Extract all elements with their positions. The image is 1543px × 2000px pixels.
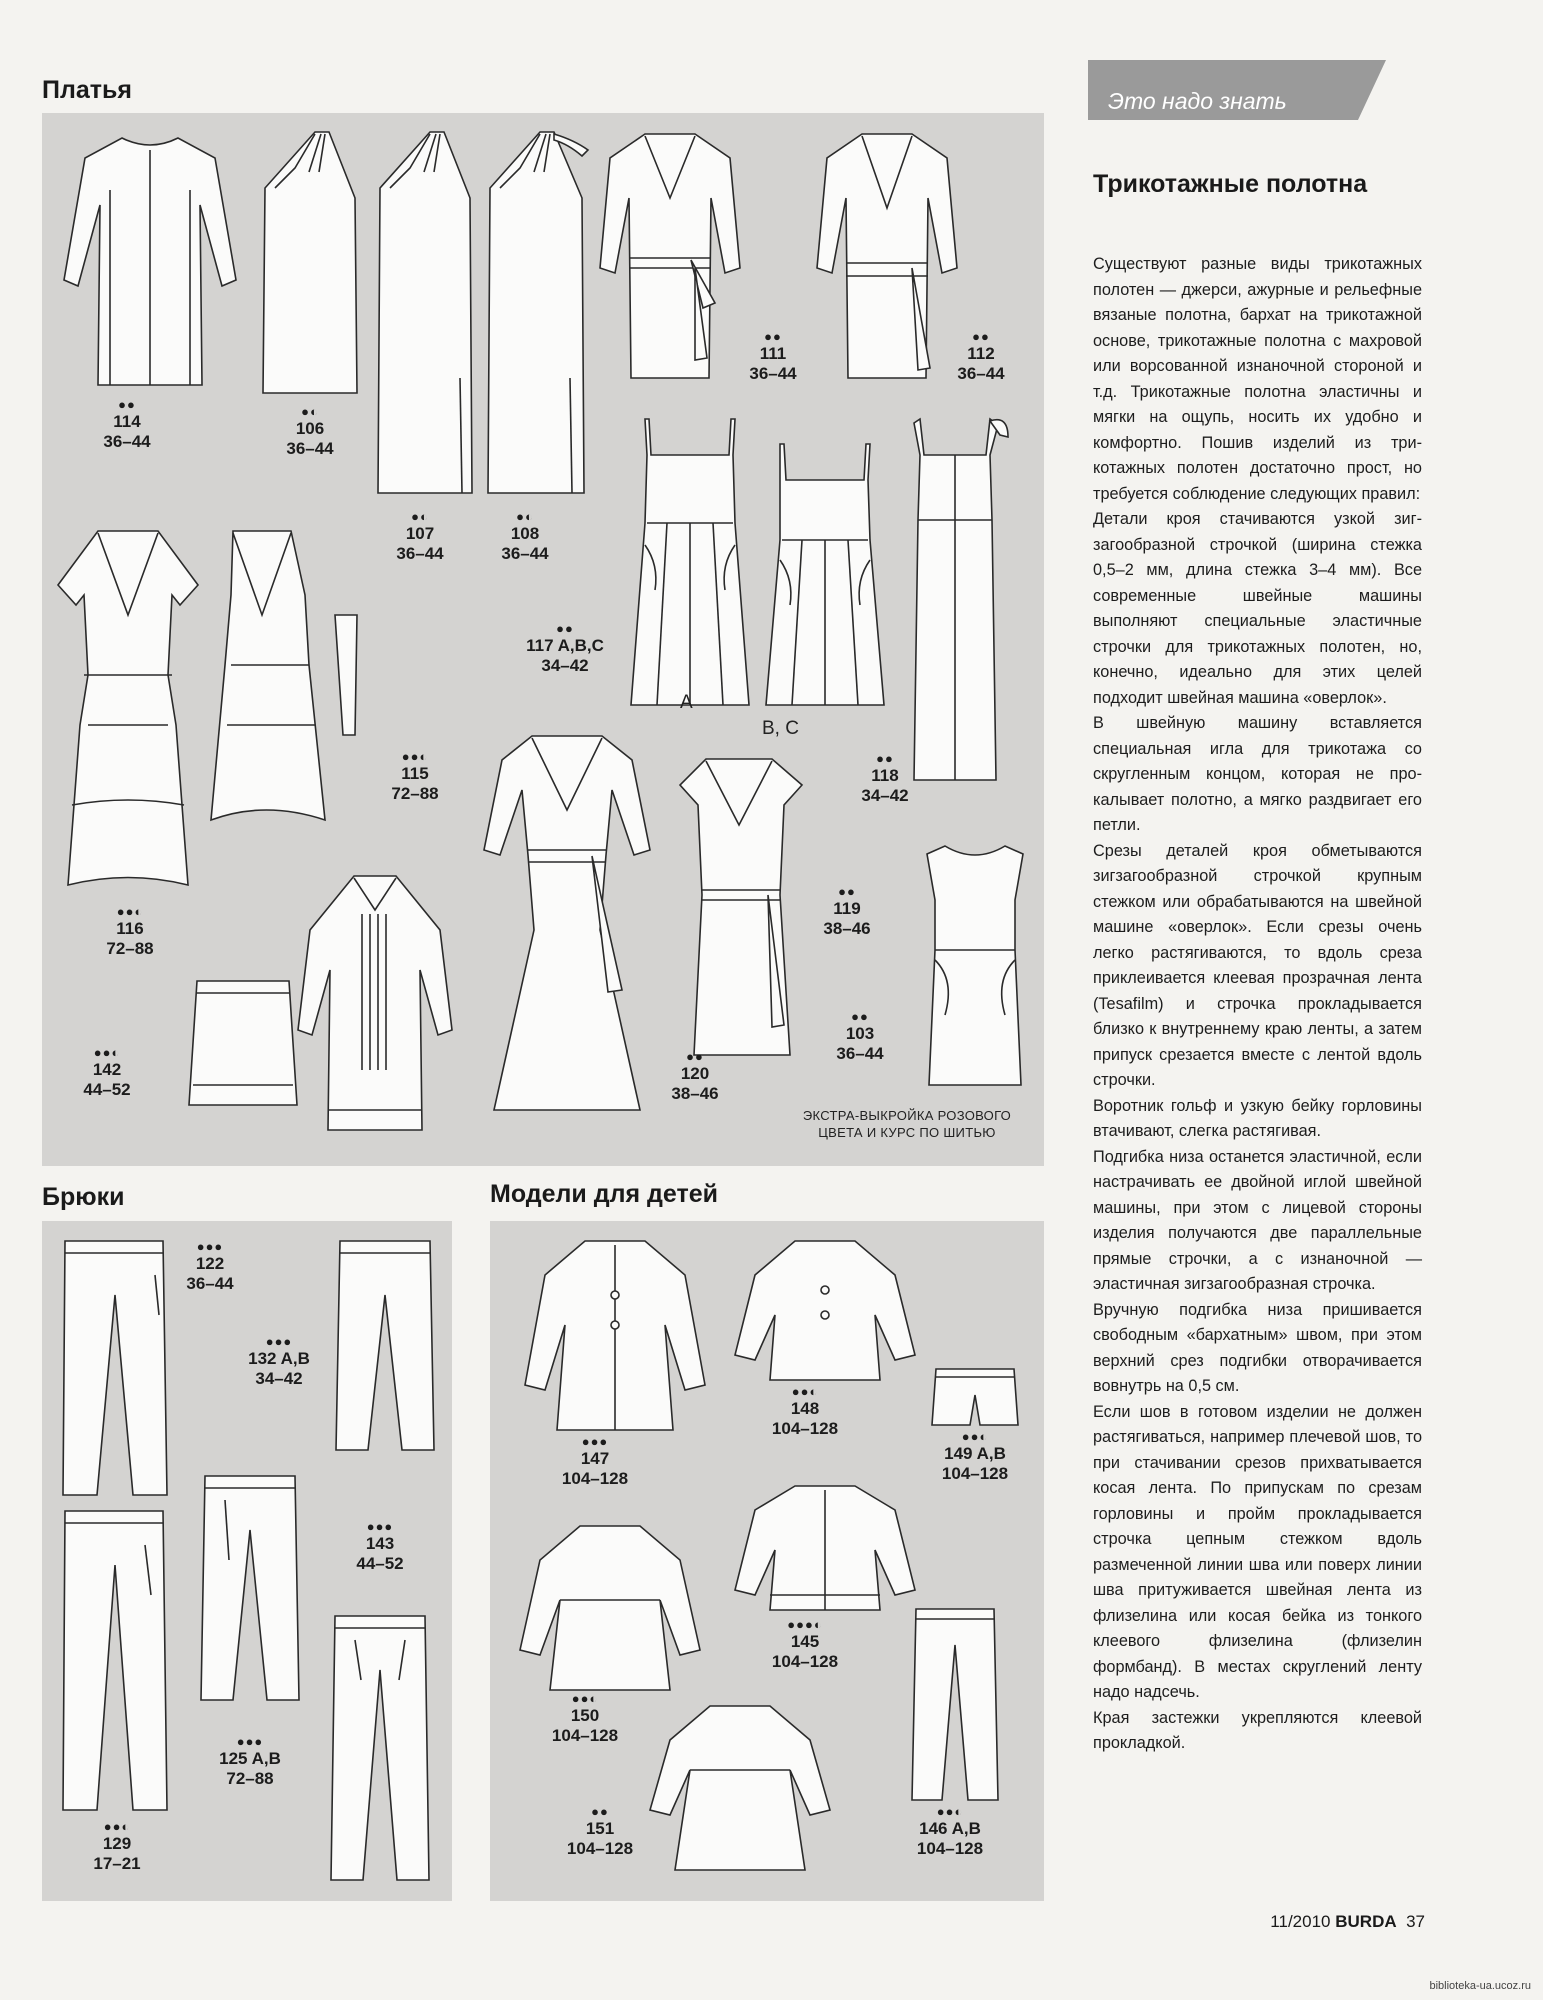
extra-pattern-note: ЭКСТРА-ВЫКРОЙКА РОЗОВОГО ЦВЕТА И КУРС ПО ШИТЬЮ (802, 1108, 1012, 1140)
dress-107-drawing (370, 128, 480, 498)
model-label-111: ●● 111 36–44 (749, 329, 797, 383)
model-label-112: ●● 112 36–44 (957, 329, 1005, 383)
sidebar-paragraph: В швейную машину вставляется специальная игла для трикотажа со скругленным концом, которая не прокалывает полотно, а мягко раздвигает его петли. (1093, 714, 1422, 834)
model-label-148: ●●◐ 148 104–128 (771, 1384, 839, 1438)
dress-108-drawing (478, 128, 598, 498)
model-label-150: ●●◐ 150 104–128 (551, 1691, 619, 1745)
trousers-132-drawing (330, 1235, 440, 1455)
model-label-142: ●●◐ 142 44–52 (83, 1045, 131, 1099)
model-label-146: ●●◐ 146 A,B 104–128 (916, 1804, 984, 1858)
model-label-125: ●●● 125 A,B 72–88 (219, 1734, 281, 1788)
model-label-149: ●●◐ 149 A,B 104–128 (941, 1429, 1009, 1483)
view-label-a: A (680, 692, 693, 713)
model-label-145: ●●●◐ 145 104–128 (771, 1617, 839, 1671)
footer-issue: 11/2010 (1270, 1912, 1331, 1931)
model-label-129: ●●◐ 129 17–21 (93, 1819, 141, 1873)
model-label-117: ●● 117 A,B,C 34–42 (526, 621, 604, 675)
sidebar-paragraph: Существуют разные виды трикотажных полотен — джерси, ажурные и рельефные вязаные полотна, бархат на трикотажной основе, трикотажные полотна с махровой или ворсованной изнаночной стороной и т.д. Трикотажные полотна эластичны и мягки на ощупь, носить их удобно и комфортно. Пошив изделий из трикотажных полотен достаточно прост, но требуется соблюдение следующих правил: (1093, 255, 1422, 503)
model-label-119: ●● 119 38–46 (823, 884, 871, 938)
top-150-drawing (510, 1520, 710, 1695)
dress-151-drawing (640, 1700, 840, 1875)
page-footer (1270, 1912, 1425, 1932)
model-label-122: ●●● 122 36–44 (186, 1239, 234, 1293)
model-label-114: ●● 114 36–44 (103, 397, 151, 451)
trousers-129-drawing (55, 1505, 175, 1815)
model-label-107: ●◐ 107 36–44 (396, 509, 444, 563)
dress-118-drawing (900, 415, 1010, 785)
sidebar-paragraph: Подгибка низа останется эластичной, если настрачивать ее двойной иглой швейной машины, при этом с лицевой стороны изделия получаются две параллельные прямые строчки, а с изнаночной — эластичная зигзагообразная строчка. (1093, 1147, 1422, 1293)
section-title-trousers: Брюки (42, 1183, 125, 1211)
jacket-145-drawing (725, 1480, 925, 1615)
coat-147-drawing (515, 1235, 715, 1435)
model-label-103: ●● 103 36–44 (836, 1009, 884, 1063)
dress-120-drawing (472, 730, 662, 1115)
sidebar-paragraph: Края застежки укрепляются клеевой прокладкой. (1093, 1708, 1422, 1752)
sidebar-body (1093, 252, 1422, 1757)
dress-106-drawing (255, 128, 365, 398)
dress-103-drawing (915, 840, 1035, 1090)
sidebar-title: Трикотажные полотна (1093, 170, 1368, 198)
dress-119-drawing (672, 755, 812, 1065)
sidebar-paragraph: Срезы деталей кроя обметываются зигзагообразной строчкой крупным стежком или обрабатываются на швейной машине «оверлок». Если срезы очень легко растягиваются, то вдоль среза приклеивается клеевая прозрачная лента (Tesafilm) и строчка прокладывается близко к внутреннему краю ленты, а затем припуск срезается вместе с лентой вдоль строчки. (1093, 841, 1422, 1089)
sidebar-paragraph: Вручную подгибка низа пришивается свободным «бархатным» швом, при этом верхний срез подгибки отворачивается вовнутрь на 0,5 см. (1093, 1300, 1422, 1395)
model-label-147: ●●● 147 104–128 (561, 1434, 629, 1488)
model-label-120: ●● 120 38–46 (671, 1049, 719, 1103)
model-label-118: ●● 118 34–42 (861, 751, 909, 805)
model-label-116: ●●◐ 116 72–88 (106, 904, 154, 958)
sidebar-paragraph: Если шов в готовом изделии не должен растягиваться, например плечевой шов, то при стачивании срезов прихватывается косая лента. По припускам по срезам горловины и пройм прокладывается строчка цепным стежком вдоль размеченной линии шва или поверх линии шва притуживается швейная лента из флизелина или косая бейка из тонкого клеевого флизелина (флизелин формбанд). В местах скруглений ленту надо надсечь. (1093, 1402, 1422, 1701)
footer-page-number: 37 (1406, 1912, 1425, 1931)
sidebar-banner-text: Это надо знать (1108, 88, 1287, 114)
dress-142-drawing (290, 870, 460, 1140)
model-label-108: ●◐ 108 36–44 (501, 509, 549, 563)
dress-117bc-drawing (760, 440, 890, 710)
shorts-149-drawing (930, 1365, 1020, 1430)
jacket-148-drawing (725, 1235, 925, 1385)
model-label-115: ●●◐ 115 72–88 (391, 749, 439, 803)
dress-117a-drawing (625, 415, 755, 710)
dress-115-drawing (205, 525, 375, 825)
section-title-kids: Модели для детей (490, 1180, 718, 1208)
model-label-151: ●● 151 104–128 (566, 1804, 634, 1858)
sidebar-paragraph: Воротник гольф и узкую бейку горловины втачивают, слегка растягивая. (1093, 1096, 1422, 1140)
view-label-bc: B, C (762, 718, 799, 739)
trousers-125-drawing (195, 1470, 305, 1705)
model-label-143: ●●● 143 44–52 (356, 1519, 404, 1573)
jeans-146-drawing (910, 1605, 1000, 1805)
dress-116-drawing (48, 525, 208, 895)
skirt-142-drawing (183, 975, 303, 1110)
section-title-dresses: Платья (42, 76, 132, 104)
model-label-132: ●●● 132 A,B 34–42 (248, 1334, 310, 1388)
trousers-143-drawing (325, 1610, 435, 1885)
sidebar-paragraph: Детали кроя стачиваются узкой зигзагообразной строчкой (ширина стежка 0,5–2 мм, длина стежка 3–4 мм). Все современные швейные машины выполняют специальные эластичные строчки для трикотажных полотен, но, конечно, идеально для этих целей подходит швейная машина «оверлок». (1093, 510, 1422, 707)
footer-brand: BURDA (1335, 1912, 1397, 1931)
model-label-106: ●◐ 106 36–44 (286, 404, 334, 458)
source-url: biblioteka-ua.ucoz.ru (1429, 1980, 1531, 1992)
dress-114-drawing (50, 130, 250, 395)
